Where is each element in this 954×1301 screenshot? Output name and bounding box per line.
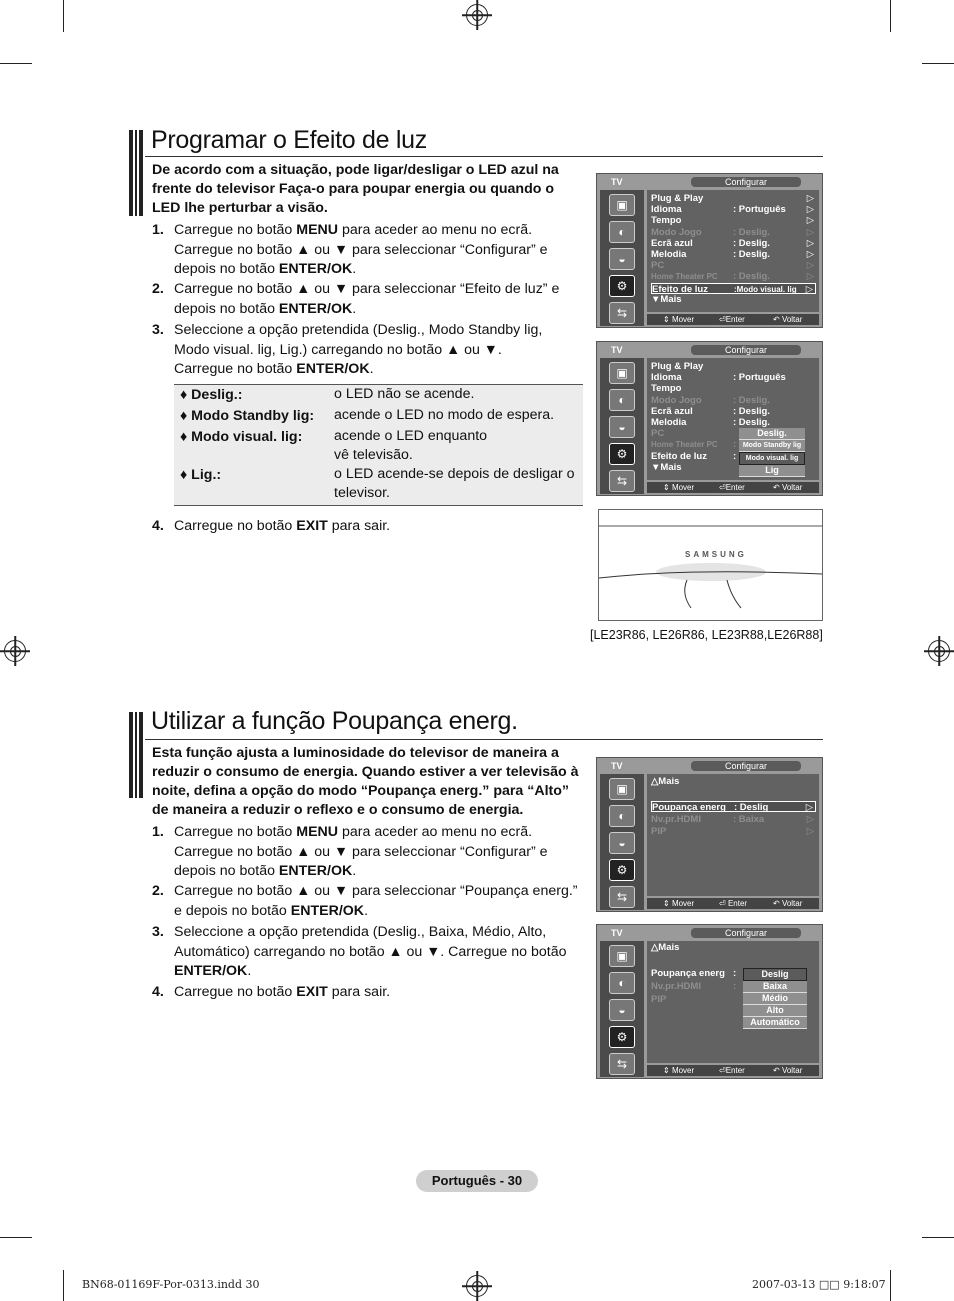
menu-row-value: :Modo visual. lig — [734, 284, 797, 294]
menu-row — [651, 968, 816, 979]
tv-menu-screenshot — [596, 924, 823, 1079]
menu-row — [651, 462, 816, 473]
step-text: Seleccione a opção pretendida (Deslig., Baixa, Médio, Alto, Automático) carregando no botão ▲ ou ▼. Carregue no botão ENTER/OK. — [174, 924, 567, 979]
menu-row — [651, 383, 816, 394]
enter-hint: ⏎ Enter — [719, 899, 748, 908]
channel-icon: ◒ — [609, 999, 635, 1021]
section-intro — [152, 161, 582, 218]
intro-line: reduzir o consumo de energia. Quando estiver a ver televisão à — [152, 764, 579, 780]
option-key: ♦ Deslig.: — [180, 387, 243, 403]
menu-row-label: △Mais — [651, 776, 680, 787]
step-number: 4. — [152, 518, 164, 534]
menu-row-value: : — [733, 450, 737, 462]
menu-header: Configurar — [691, 177, 801, 187]
menu-row-label: Efeito de luz — [652, 283, 708, 295]
menu-sidebar — [600, 941, 644, 1077]
menu-row-label: Plug & Play — [651, 193, 704, 204]
menu-row-value: : Português — [733, 372, 786, 384]
menu-row — [651, 801, 816, 812]
options-table — [174, 384, 583, 506]
menu-row-label: Nv.pr.HDMI — [651, 813, 701, 825]
move-hint: ⇕ Mover — [663, 483, 695, 492]
intro-line: De acordo com a situação, pode ligar/desligar o LED azul na — [152, 162, 559, 178]
menu-row — [651, 283, 816, 294]
input-icon: ⇆ — [609, 470, 635, 492]
dropdown-option-selected: Deslig — [743, 968, 807, 981]
menu-row-arrow-icon: ▷ — [806, 226, 814, 238]
menu-row-value: : Deslig. — [733, 226, 770, 238]
tv-label: TV — [611, 761, 623, 771]
crop-mark — [0, 63, 32, 64]
menu-row-label: Poupança energ — [651, 968, 725, 979]
step-number: 2. — [152, 883, 164, 899]
menu-row-label: △Mais — [651, 942, 680, 953]
menu-row-arrow-icon: ▷ — [806, 826, 814, 837]
move-hint: ⇕ Mover — [663, 899, 695, 908]
tv-led-illustration — [598, 509, 823, 621]
dropdown-option: Automático — [743, 1017, 807, 1029]
menu-row-value: : Deslig. — [733, 394, 770, 406]
intro-line: Esta função ajusta a luminosidade do televisor de maneira a — [152, 745, 559, 761]
menu-row-value: : Deslig. — [733, 271, 770, 283]
menu-row-value: : Baixa — [733, 813, 765, 825]
step-text: Seleccione a opção pretendida (Deslig., Modo Standby lig, Modo visual. lig, Lig.) carregando no botão ▲ ou ▼. Carregue no botão ENTER/OK. — [174, 322, 543, 377]
menu-row — [651, 439, 816, 450]
input-icon: ⇆ — [609, 302, 635, 324]
dropdown-option: Lig — [739, 465, 805, 477]
back-hint: ↶ Voltar — [773, 899, 803, 908]
menu-footer — [647, 1065, 819, 1076]
menu-row — [651, 193, 816, 204]
menu-row — [651, 406, 816, 417]
option-key: ♦ Modo Standby lig: — [180, 408, 315, 424]
channel-icon: ◒ — [609, 416, 635, 438]
setup-icon: ⚙ — [609, 859, 635, 881]
menu-row-arrow-icon: ▷ — [806, 215, 814, 227]
section-marker — [129, 712, 143, 798]
step-text: Carregue no botão MENU para aceder ao menu no ecrã. Carregue no botão ▲ ou ▼ para seleccionar “Configurar” e depois no botão ENTER/OK. — [174, 222, 548, 277]
page-number-badge: Português - 30 — [416, 1170, 538, 1192]
setup-icon: ⚙ — [609, 275, 635, 297]
crop-mark — [0, 1237, 32, 1238]
menu-row — [651, 942, 816, 953]
step-text: Carregue no botão ▲ ou ▼ para seleccionar “Poupança energ.” e depois no botão ENTER/OK. — [174, 883, 578, 919]
setup-icon: ⚙ — [609, 443, 635, 465]
menu-row-label: ▼Mais — [651, 461, 682, 473]
dropdown-option: Modo Standby lig — [739, 440, 805, 452]
menu-row — [651, 417, 816, 428]
step-number: 2. — [152, 281, 164, 297]
menu-row — [651, 955, 816, 966]
section-marker — [129, 130, 143, 216]
menu-row-arrow-icon: ▷ — [806, 193, 814, 204]
back-hint: ↶ Voltar — [773, 483, 803, 492]
picture-icon: ▣ — [609, 778, 635, 800]
step-text: Carregue no botão EXIT para sair. — [174, 984, 391, 1000]
menu-row — [651, 994, 816, 1005]
step-text: Carregue no botão ▲ ou ▼ para seleccionar “Efeito de luz” e depois no botão ENTER/OK. — [174, 281, 560, 317]
menu-row — [651, 271, 816, 282]
menu-row-value: : — [733, 968, 737, 979]
step-number: 3. — [152, 924, 164, 940]
title-rule — [145, 156, 823, 157]
tv-label: TV — [611, 345, 623, 355]
menu-header: Configurar — [691, 345, 801, 355]
menu-row-arrow-icon: ▷ — [806, 237, 814, 249]
picture-icon: ▣ — [609, 362, 635, 384]
title-rule — [145, 739, 823, 740]
step-number: 3. — [152, 322, 164, 338]
menu-row-value: : Deslig. — [733, 237, 770, 249]
setup-icon: ⚙ — [609, 1026, 635, 1048]
option-value: o LED acende-se depois de desligar o televisor. — [334, 466, 575, 501]
sound-icon: ◐ — [609, 221, 635, 243]
menu-row-label: Home Theater PC — [651, 440, 718, 450]
enter-hint: ⏎Enter — [719, 315, 745, 324]
section-title: Programar o Efeito de luz — [151, 126, 427, 154]
step-text: Carregue no botão EXIT para sair. — [174, 518, 391, 534]
menu-row-label: Melodia — [651, 249, 687, 260]
menu-row — [651, 814, 816, 825]
menu-row-arrow-icon: ▷ — [806, 204, 814, 216]
menu-row-value: : Deslig. — [733, 405, 770, 417]
menu-row — [651, 260, 816, 271]
menu-row-label: Tempo — [651, 383, 682, 395]
step-text: Carregue no botão MENU para aceder ao menu no ecrã. Carregue no botão ▲ ou ▼ para seleccionar “Configurar” e depois no botão ENTER/OK. — [174, 824, 548, 879]
menu-row-label: Tempo — [651, 215, 682, 227]
menu-header: Configurar — [691, 928, 801, 938]
menu-row — [651, 238, 816, 249]
menu-sidebar — [600, 190, 644, 326]
picture-icon: ▣ — [609, 194, 635, 216]
brand-logo: SAMSUNG — [685, 550, 747, 559]
menu-sidebar — [600, 358, 644, 494]
menu-footer — [647, 482, 819, 493]
menu-row — [651, 204, 816, 215]
tv-menu-screenshot — [596, 173, 823, 328]
registration-mark-icon — [928, 640, 950, 662]
sound-icon: ◐ — [609, 972, 635, 994]
tv-label: TV — [611, 928, 623, 938]
option-value: acende o LED no modo de espera. — [334, 407, 555, 423]
enter-hint: ⏎Enter — [719, 483, 745, 492]
section-title: Utilizar a função Poupança energ. — [151, 707, 518, 735]
back-hint: ↶ Voltar — [773, 315, 803, 324]
print-slug-left: BN68-01169F-Por-0313.indd 30 — [82, 1278, 260, 1291]
registration-mark-icon — [4, 640, 26, 662]
picture-icon: ▣ — [609, 945, 635, 967]
menu-footer — [647, 898, 819, 909]
menu-row-arrow-icon: ▷ — [806, 260, 814, 272]
dropdown-option-selected: Modo visual. lig — [739, 452, 805, 465]
tv-label: TV — [611, 177, 623, 187]
menu-row-arrow-icon: ▷ — [805, 802, 813, 813]
menu-row — [651, 361, 816, 372]
menu-row-label: Idioma — [651, 204, 682, 216]
menu-row — [651, 826, 816, 837]
menu-row-value: : Deslig. — [733, 417, 770, 428]
menu-row-label: Melodia — [651, 417, 687, 428]
menu-footer — [647, 314, 819, 325]
dropdown-option: Baixa — [743, 981, 807, 993]
menu-row-label: Poupança energ — [652, 802, 726, 813]
menu-row-label: Ecrã azul — [651, 405, 693, 417]
intro-line: de maneira a reduzir o reflexo e o consumo de energia. — [152, 802, 524, 818]
step-number: 1. — [152, 222, 164, 238]
print-slug-right: 2007-03-13 □□ 9:18:07 — [752, 1278, 886, 1291]
crop-mark — [890, 0, 891, 32]
menu-row-arrow-icon: ▷ — [805, 283, 813, 295]
menu-row-label: Modo Jogo — [651, 394, 702, 406]
menu-row-label: Idioma — [651, 372, 682, 384]
step-number: 1. — [152, 824, 164, 840]
crop-mark — [922, 1237, 954, 1238]
menu-row-label: PC — [651, 260, 665, 272]
menu-row-value: : Português — [733, 204, 786, 216]
menu-row — [651, 981, 816, 992]
intro-line: frente do televisor Faça-o para poupar energia ou quando o — [152, 181, 555, 197]
tv-menu-screenshot — [596, 341, 823, 496]
menu-row-arrow-icon: ▷ — [806, 813, 814, 825]
registration-mark-icon — [466, 1275, 488, 1297]
menu-row-label: PIP — [651, 826, 667, 837]
menu-row — [651, 789, 816, 800]
menu-header: Configurar — [691, 761, 801, 771]
menu-row-label: Plug & Play — [651, 361, 704, 372]
menu-row — [651, 395, 816, 406]
menu-row-label: Ecrã azul — [651, 237, 693, 249]
intro-line: LED lhe perturbar a visão. — [152, 200, 328, 216]
menu-row — [651, 215, 816, 226]
registration-mark-icon — [466, 4, 488, 26]
dropdown-option: Alto — [743, 1005, 807, 1017]
input-icon: ⇆ — [609, 1053, 635, 1075]
menu-row — [651, 294, 816, 305]
crop-mark — [63, 0, 64, 32]
step-number: 4. — [152, 984, 164, 1000]
option-key: ♦ Modo visual. lig: — [180, 429, 303, 445]
sound-icon: ◐ — [609, 389, 635, 411]
move-hint: ⇕ Mover — [663, 1066, 695, 1075]
menu-row-label: ▼Mais — [651, 293, 682, 305]
section-intro — [152, 744, 592, 820]
menu-row — [651, 372, 816, 383]
menu-row-label: Nv.pr.HDMI — [651, 981, 701, 992]
dropdown-option: Deslig. — [739, 428, 805, 440]
menu-row-arrow-icon: ▷ — [806, 271, 814, 283]
sound-icon: ◐ — [609, 805, 635, 827]
menu-row-value: : — [733, 439, 737, 451]
model-caption: [LE23R86, LE26R86, LE23R88,LE26R88] — [590, 628, 823, 642]
menu-row-label: PIP — [651, 994, 667, 1005]
menu-row-value: : Deslig. — [733, 249, 770, 260]
crop-mark — [922, 63, 954, 64]
crop-mark — [890, 1270, 891, 1301]
crop-mark — [63, 1270, 64, 1301]
menu-row-value: : Deslig — [734, 802, 769, 813]
menu-row — [651, 428, 816, 439]
input-icon: ⇆ — [609, 886, 635, 908]
menu-row — [651, 451, 816, 462]
menu-row-label: PC — [651, 428, 665, 440]
menu-row — [651, 776, 816, 787]
dropdown-option: Médio — [743, 993, 807, 1005]
channel-icon: ◒ — [609, 248, 635, 270]
menu-row — [651, 249, 816, 260]
menu-sidebar — [600, 774, 644, 910]
tv-outline-drawing — [599, 510, 822, 620]
menu-row-label: Modo Jogo — [651, 226, 702, 238]
menu-row-value: : — [733, 981, 737, 992]
enter-hint: ⏎Enter — [719, 1066, 745, 1075]
intro-line: noite, defina a opção do modo “Poupança energ.” para “Alto” — [152, 783, 570, 799]
option-value: acende o LED enquanto vê televisão. — [334, 428, 488, 463]
tv-menu-screenshot — [596, 757, 823, 912]
back-hint: ↶ Voltar — [773, 1066, 803, 1075]
move-hint: ⇕ Mover — [663, 315, 695, 324]
menu-row-arrow-icon: ▷ — [806, 249, 814, 260]
menu-row-label: Efeito de luz — [651, 450, 707, 462]
option-key: ♦ Lig.: — [180, 467, 222, 483]
option-value: o LED não se acende. — [334, 386, 475, 402]
menu-row — [651, 227, 816, 238]
menu-row-label: Home Theater PC — [651, 272, 718, 282]
channel-icon: ◒ — [609, 832, 635, 854]
